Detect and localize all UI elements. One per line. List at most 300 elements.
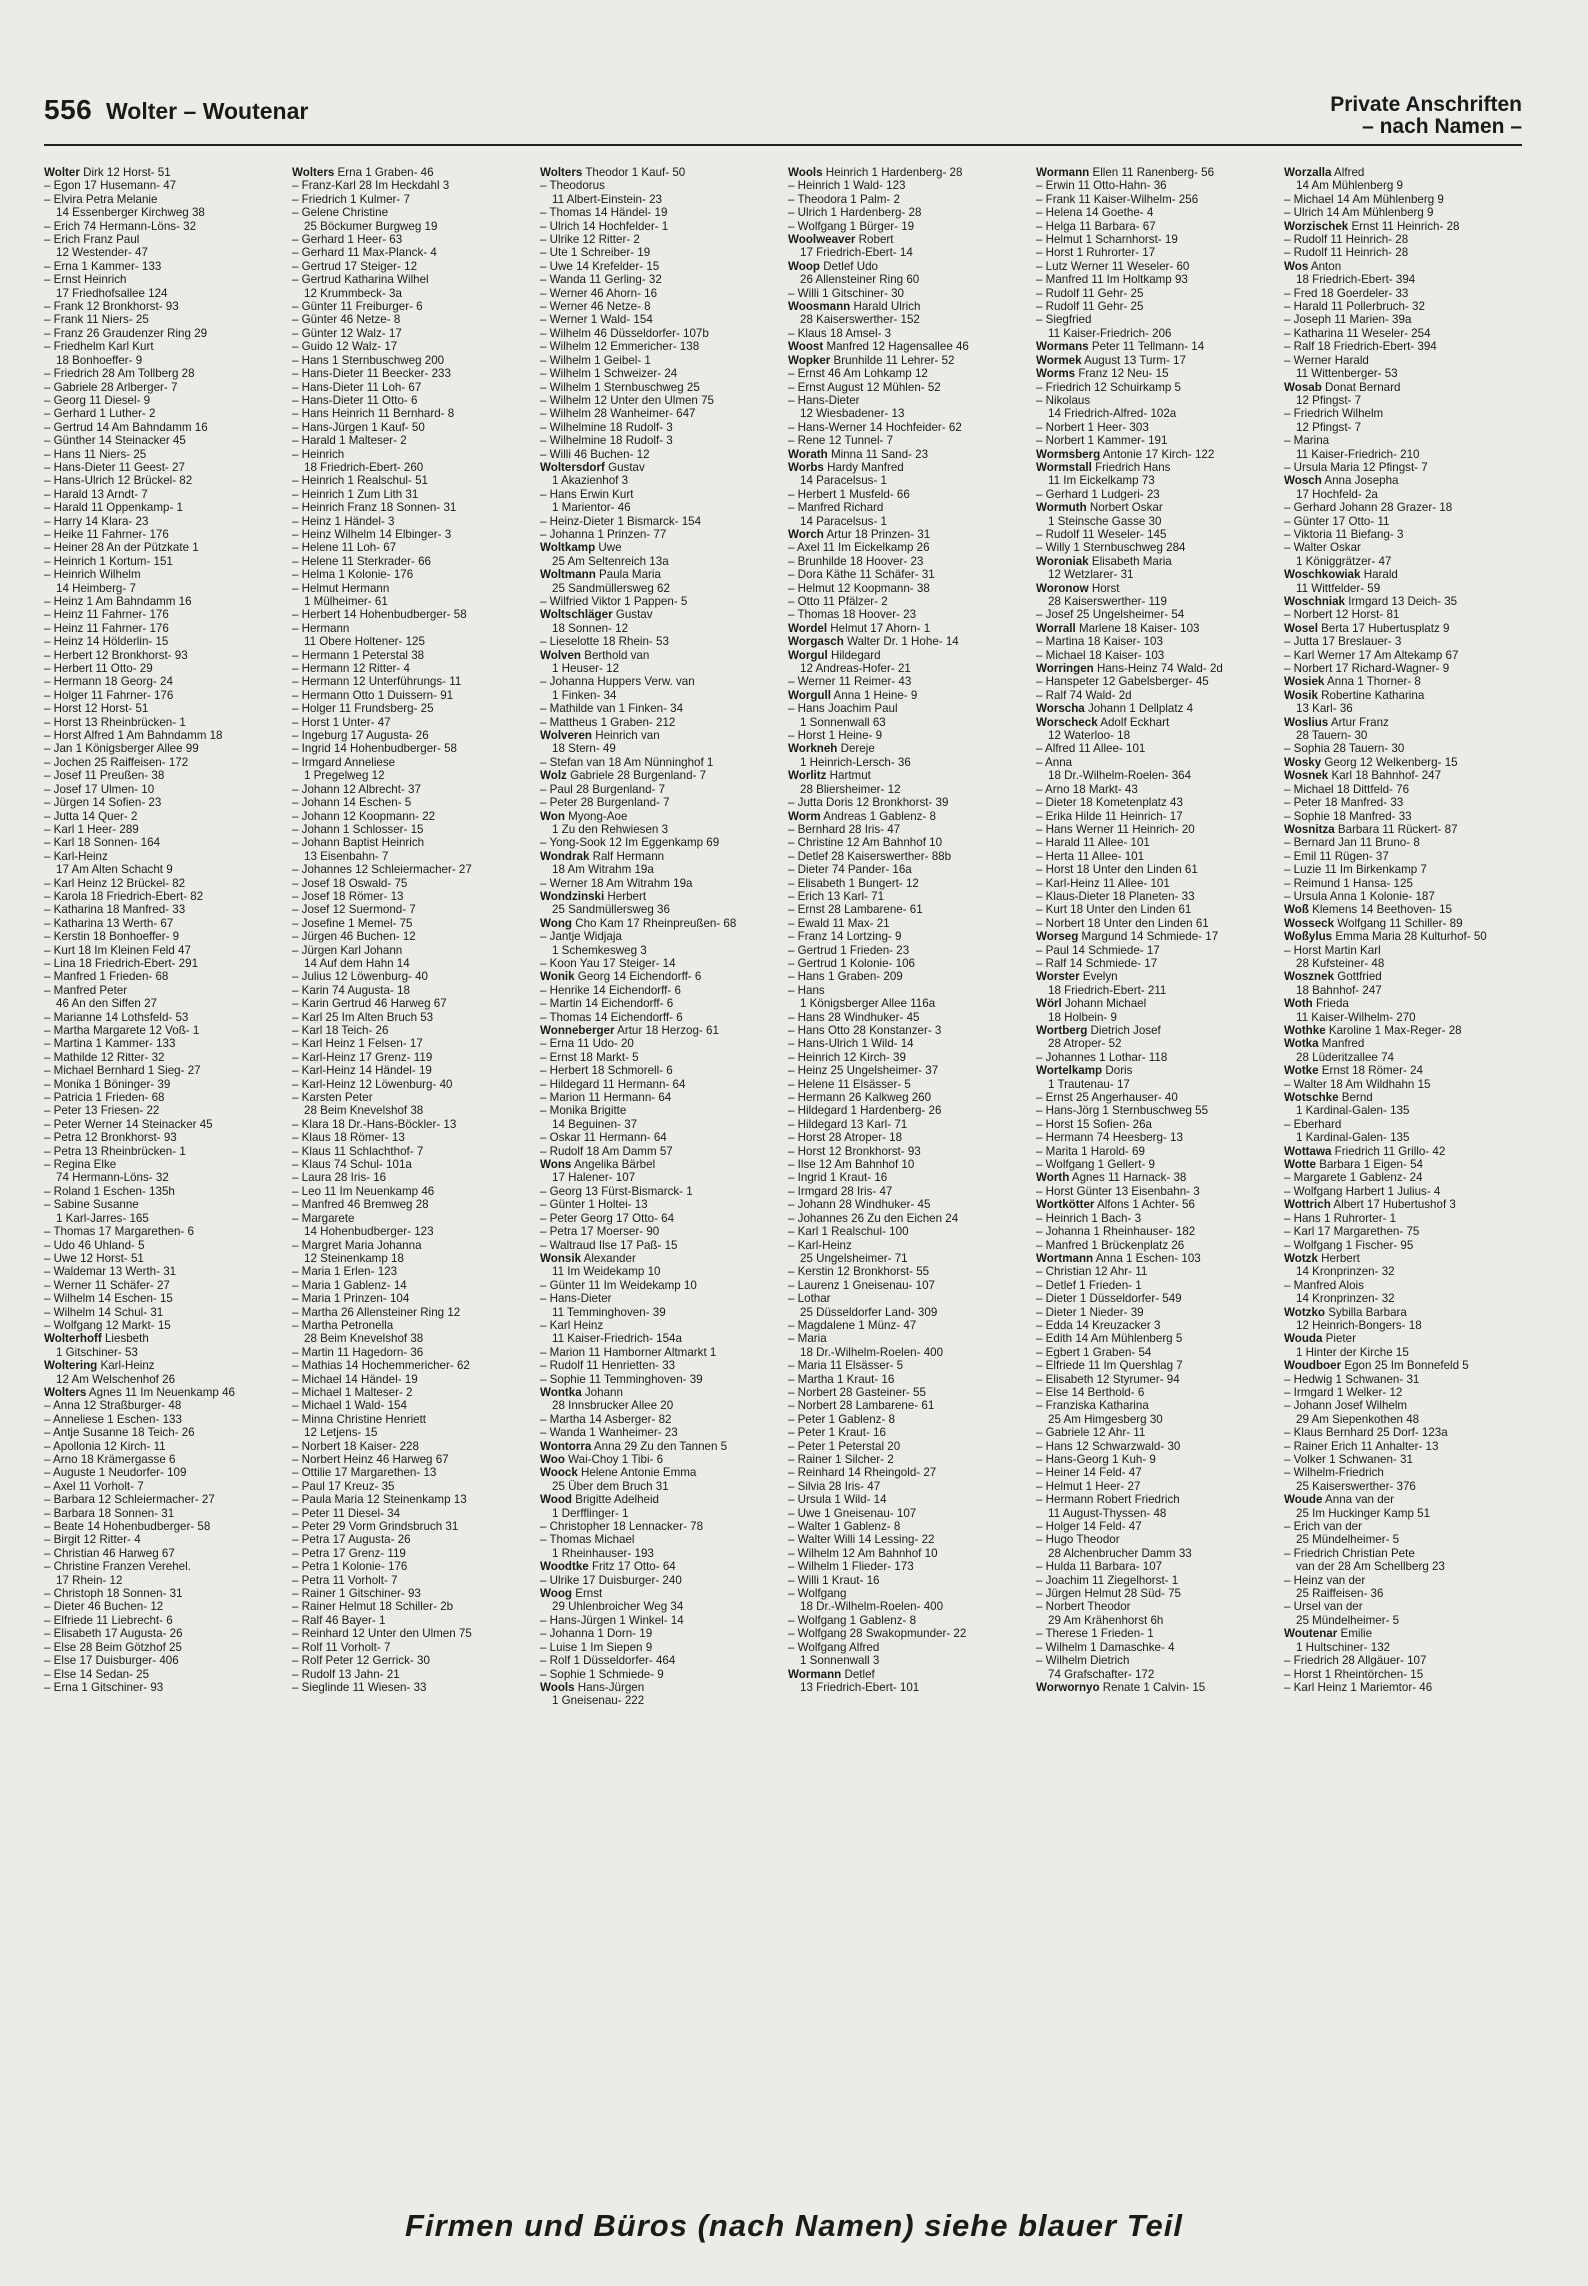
directory-entry: – Kurt 18 Im Kleinen Feld 47 [44, 943, 191, 957]
directory-entry: – Hans Otto 28 Konstanzer- 3 [788, 1024, 942, 1037]
footer-note: Firmen und Büros (nach Namen) siehe blauer Teil [405, 2208, 1183, 2243]
directory-entry: – Else 17 Duisburger- 406 [44, 1654, 179, 1668]
directory-entry: – Laurenz 1 Gneisenau- 107 [788, 1278, 935, 1292]
directory-entry: 28 Kaiserswerther- 119 [1048, 595, 1167, 608]
directory-entry: 1 Finken- 34 [552, 688, 617, 702]
directory-entry: – Ernst 18 Markt- 5 [540, 1050, 639, 1064]
directory-entry: – Franz 14 Lortzing- 9 [788, 930, 902, 944]
directory-entry: – Marion 11 Hermann- 64 [540, 1091, 672, 1105]
directory-entry: Wottawa Friedrich 11 Grillo- 42 [1284, 1144, 1446, 1158]
directory-entry: – Sophie 18 Manfred- 33 [1284, 809, 1412, 823]
directory-entry: – Karl 25 Im Alten Bruch 53 [292, 1010, 434, 1024]
directory-entry: – Heinz 14 Hölderlin- 15 [44, 635, 169, 649]
directory-entry: – Günter 11 Im Weidekamp 10 [540, 1278, 697, 1292]
directory-entry: – Holger 14 Feld- 47 [1036, 1520, 1142, 1534]
directory-entry: Won Myong-Aoe [540, 809, 628, 823]
directory-entry: 1 Kardinal-Galen- 135 [1296, 1104, 1410, 1118]
directory-entry: Wotschke Bernd [1284, 1091, 1373, 1105]
directory-entry: – Horst Alfred 1 Am Bahndamm 18 [44, 729, 223, 743]
directory-entry: – Heinz 11 Fahrner- 176 [44, 608, 169, 622]
directory-entry: – Anna 12 Straßburger- 48 [44, 1399, 182, 1413]
directory-entry: – Monika 1 Böninger- 39 [44, 1077, 171, 1091]
directory-entry: 29 Am Siepenkothen 48 [1296, 1412, 1420, 1426]
directory-entry: 1 Steinsche Gasse 30 [1048, 514, 1162, 528]
directory-entry: – Hans 1 Graben- 209 [788, 970, 903, 984]
directory-entry: – Hermann Otto 1 Duissern- 91 [292, 688, 454, 702]
directory-entry: Worgul Hildegard [788, 648, 881, 662]
directory-entry: – Horst 12 Horst- 51 [44, 702, 149, 716]
directory-entry: – Hermann 74 Heesberg- 13 [1036, 1131, 1183, 1145]
directory-entry: – Karl Heinz 1 Mariemtor- 46 [1284, 1680, 1433, 1694]
directory-entry: 1 Akazienhof 3 [552, 474, 629, 488]
directory-entry: – Mattheus 1 Graben- 212 [540, 715, 676, 729]
directory-entry: – Heike 11 Fahrner- 176 [44, 527, 169, 541]
directory-entry: – Heinrich 1 Realschul- 51 [292, 474, 428, 488]
directory-entry: 18 Holbein- 9 [1048, 1010, 1117, 1024]
directory-entry: – Martin 14 Eichendorff- 6 [540, 997, 674, 1011]
directory-entry: 1 Hultschiner- 132 [1296, 1640, 1391, 1654]
directory-entry: Wotzk Herbert [1284, 1251, 1360, 1265]
directory-entry: – Elisabeth 12 Styrumer- 94 [1036, 1372, 1180, 1386]
directory-entry: – Bernard Jan 11 Bruno- 8 [1284, 836, 1420, 850]
directory-entry: – Karl 1 Heer- 289 [44, 822, 139, 836]
directory-entry: – Peter 18 Manfred- 33 [1284, 796, 1404, 810]
directory-entry: – Dora Käthe 11 Schäfer- 31 [788, 568, 935, 582]
directory-entry: 1 Pregelweg 12 [304, 769, 385, 783]
directory-entry: Woschkowiak Harald [1284, 568, 1398, 582]
directory-entry: – Heinrich 1 Kortum- 151 [44, 554, 173, 568]
directory-entry: – Wolfgang Alfred [788, 1640, 880, 1654]
directory-entry: – Hans Werner 11 Heinrich- 20 [1036, 822, 1195, 836]
directory-entry: – Nikolaus [1036, 393, 1091, 407]
directory-entry: – Ottilie 17 Margarethen- 13 [292, 1466, 437, 1480]
directory-entry: Worscha Johann 1 Dellplatz 4 [1036, 702, 1194, 716]
directory-entry: Wouda Pieter [1284, 1332, 1356, 1346]
directory-entry: – Karl Werner 17 Am Altekamp 67 [1284, 648, 1459, 662]
directory-entry: – Wilhelm 14 Eschen- 15 [44, 1292, 173, 1306]
directory-entry: – Lutz Werner 11 Weseler- 60 [1036, 259, 1190, 273]
directory-entry: – Heinrich Franz 18 Sonnen- 31 [292, 501, 457, 515]
directory-column-6 [1284, 166, 1522, 2160]
directory-entry: – Dieter 1 Düsseldorfer- 549 [1036, 1292, 1182, 1306]
directory-entry: – Horst Martin Karl [1284, 943, 1381, 957]
directory-entry: – Josefine 1 Memel- 75 [292, 916, 413, 930]
directory-entry: – Silvia 28 Iris- 47 [788, 1479, 881, 1493]
directory-entry: – Else 28 Beim Götzhof 25 [44, 1640, 182, 1654]
directory-entry: 1 Gneisenau- 222 [552, 1694, 645, 1708]
directory-entry: 1 Heuser- 12 [552, 662, 620, 676]
directory-entry: 46 An den Siffen 27 [56, 997, 157, 1011]
directory-entry: – Werner 46 Ahorn- 16 [540, 286, 658, 300]
directory-entry: – Johanna 1 Dorn- 19 [540, 1627, 653, 1641]
directory-entry: – Sabine Susanne [44, 1198, 139, 1212]
directory-entry: – Helmut 1 Scharnhorst- 19 [1036, 233, 1178, 247]
directory-entry: – Hans-Jörg 1 Sternbuschweg 55 [1036, 1104, 1209, 1118]
directory-entry: – Johann 14 Eschen- 5 [292, 796, 412, 810]
directory-entry: 1 Sonnenwall 63 [800, 715, 886, 729]
directory-entry: – Hermann [292, 621, 350, 635]
directory-entry: – Monika Brigitte [540, 1104, 627, 1118]
directory-entry: Wosel Berta 17 Hubertusplatz 9 [1284, 621, 1450, 635]
directory-entry: – Karl-Heinz 17 Grenz- 119 [292, 1050, 433, 1064]
directory-entry: – Friedrich 28 Am Tollberg 28 [44, 367, 195, 381]
directory-entry: – Klaus 74 Schul- 101a [292, 1158, 412, 1172]
directory-entry: – Martina 18 Kaiser- 103 [1036, 635, 1163, 649]
directory-entry: – Elisabeth 1 Bungert- 12 [788, 876, 919, 890]
directory-entry: – Gertrud 1 Kolonie- 106 [788, 956, 915, 970]
directory-entry: – Johannes 12 Schleiermacher- 27 [292, 863, 472, 877]
directory-columns [44, 166, 1522, 2160]
directory-entry: – Ursula Anna 1 Kolonie- 187 [1284, 889, 1435, 903]
directory-entry: – Hans-Dieter 11 Geest- 27 [44, 460, 185, 474]
directory-entry: – Gertrud 14 Am Bahndamm 16 [44, 420, 208, 434]
directory-entry: – Karl 18 Teich- 26 [292, 1024, 389, 1037]
directory-entry: – Willy 1 Sternbuschweg 284 [1036, 541, 1186, 555]
directory-entry: – Helene 11 Elsässer- 5 [788, 1077, 911, 1091]
directory-entry: Wong Cho Kam 17 Rheinpreußen- 68 [540, 916, 737, 930]
directory-entry: – Hans 1 Ruhrorter- 1 [1284, 1211, 1397, 1225]
directory-entry: – Werner 1 Wald- 154 [540, 313, 653, 327]
directory-entry: Worzalla Alfred [1284, 166, 1365, 179]
directory-entry: – Walter Willi 14 Lessing- 22 [788, 1533, 935, 1547]
directory-column-2 [292, 166, 532, 2160]
directory-entry: – Peter Werner 14 Steinacker 45 [44, 1117, 213, 1131]
directory-entry: 25 Kaiserswerther- 376 [1296, 1479, 1416, 1493]
directory-column-5 [1036, 166, 1276, 2160]
directory-entry: – Gabriele 28 Arlberger- 7 [44, 380, 178, 394]
directory-entry: 11 Im Weidekamp 10 [552, 1265, 661, 1279]
directory-entry: – Wolfgang 1 Gablenz- 8 [788, 1613, 917, 1627]
directory-entry: 11 Kaiser-Friedrich- 154a [552, 1332, 682, 1346]
directory-entry: – Herbert 11 Otto- 29 [44, 662, 153, 676]
directory-entry: Wonsik Alexander [540, 1251, 636, 1265]
directory-entry: 1 Rheinhauser- 193 [552, 1546, 654, 1560]
directory-entry: – Josef 18 Römer- 13 [292, 889, 404, 903]
directory-entry: – Detlef 28 Kaiserswerther- 88b [788, 849, 952, 863]
directory-entry: – Frank 11 Niers- 25 [44, 313, 149, 327]
directory-entry: – Erwin 11 Otto-Hahn- 36 [1036, 179, 1167, 193]
directory-entry: – Georg 11 Diesel- 9 [44, 393, 151, 407]
directory-entry: 25 Am Himgesberg 30 [1048, 1412, 1163, 1426]
directory-entry: – Waltraud Ilse 17 Paß- 15 [540, 1238, 678, 1252]
directory-entry: – Lina 18 Friedrich-Ebert- 291 [44, 956, 199, 970]
directory-entry: Woodtke Fritz 17 Otto- 64 [540, 1560, 676, 1574]
directory-entry: Woltersdorf Gustav [540, 460, 645, 474]
directory-entry: – Hermann 1 Peterstal 38 [292, 648, 425, 662]
directory-entry: – Michael 14 Händel- 19 [292, 1372, 418, 1386]
directory-entry: – Wolfgang 28 Swakopmunder- 22 [788, 1627, 967, 1641]
directory-entry: – Paul 28 Burgenland- 7 [540, 782, 666, 796]
directory-entry: – Wanda 1 Wanheimer- 23 [540, 1426, 678, 1440]
directory-entry: 25 Sandmüllersweg 62 [552, 581, 670, 595]
directory-entry: Worth Agnes 11 Harnack- 38 [1036, 1171, 1187, 1185]
directory-entry: – Elfriede 11 Liebrecht- 6 [44, 1613, 173, 1627]
directory-entry: – Herbert 18 Schmorell- 6 [540, 1064, 673, 1078]
directory-entry: – Joseph 11 Marien- 39a [1284, 313, 1412, 327]
directory-entry: – Franziska Katharina [1036, 1399, 1149, 1413]
directory-entry: – Paul 17 Kreuz- 35 [292, 1479, 395, 1493]
directory-entry: – Johann Josef Wilhelm [1284, 1399, 1408, 1413]
directory-entry: – Ralf 14 Schmiede- 17 [1036, 956, 1158, 970]
directory-entry: – Wilhelm 12 Unter den Ulmen 75 [540, 393, 714, 407]
directory-entry: – Jutta 17 Breslauer- 3 [1284, 635, 1402, 649]
directory-entry: – Horst 1 Ruhrorter- 17 [1036, 246, 1156, 260]
directory-entry: 25 Raiffeisen- 36 [1296, 1587, 1384, 1601]
directory-entry: Woslius Artur Franz [1284, 715, 1389, 729]
directory-entry: 18 Stern- 49 [552, 742, 616, 756]
directory-entry: 18 Dr.-Wilhelm-Roelen- 400 [800, 1600, 944, 1614]
directory-entry: – Gerhard 11 Max-Planck- 4 [292, 246, 437, 260]
directory-entry: – Wilhelm 1 Schweizer- 24 [540, 367, 678, 381]
directory-entry: – Karin 74 Augusta- 18 [292, 983, 410, 997]
directory-entry: – Detlef 1 Frieden- 1 [1036, 1278, 1142, 1292]
directory-entry: Worringen Hans-Heinz 74 Wald- 2d [1036, 662, 1223, 676]
directory-entry: 17 Friedhofsallee 124 [56, 286, 168, 300]
directory-entry: Woo Wai-Choy 1 Tibi- 6 [540, 1453, 664, 1466]
directory-entry: – Paula Maria 12 Steinenkamp 13 [292, 1493, 467, 1507]
directory-entry: 11 Wittenberger- 53 [1296, 367, 1398, 381]
directory-entry: Woolweaver Robert [788, 233, 894, 247]
directory-entry: Wosiek Anna 1 Thorner- 8 [1284, 675, 1421, 689]
directory-entry: – Heinrich Wilhelm [44, 568, 141, 582]
directory-entry: – Ursula Maria 12 Pfingst- 7 [1284, 460, 1428, 474]
directory-entry: Wosseck Wolfgang 11 Schiller- 89 [1284, 916, 1463, 930]
directory-entry: Wosch Anna Josepha [1284, 474, 1399, 488]
directory-entry: – Holger 11 Fahrner- 176 [44, 688, 174, 702]
directory-entry: – Christian 46 Harweg 67 [44, 1546, 175, 1560]
directory-entry: – Heinz Wilhelm 14 Elbinger- 3 [292, 527, 452, 541]
directory-entry: – Hans 28 Windhuker- 45 [788, 1010, 920, 1024]
directory-entry: – Hildegard 1 Hardenberg- 26 [788, 1104, 942, 1118]
directory-entry: 12 Andreas-Hofer- 21 [800, 662, 911, 676]
directory-entry: – Otto 11 Pfälzer- 2 [788, 595, 888, 608]
directory-entry: – Ute 1 Schreiber- 19 [540, 246, 651, 260]
directory-entry: – Michael 14 Am Mühlenberg 9 [1284, 192, 1444, 206]
directory-entry: Wosky Georg 12 Welkenberg- 15 [1284, 755, 1458, 769]
directory-entry: 17 Rhein- 12 [56, 1573, 123, 1587]
directory-entry: – Edda 14 Kreuzacker 3 [1036, 1318, 1161, 1332]
directory-entry: – Peter Georg 17 Otto- 64 [540, 1211, 675, 1225]
directory-entry: – Viktoria 11 Biefang- 3 [1284, 527, 1404, 541]
directory-entry: 1 Karl-Jarres- 165 [56, 1211, 149, 1225]
directory-entry: Woog Ernst [540, 1587, 603, 1601]
directory-entry: 28 Alchenbrucher Damm 33 [1048, 1546, 1192, 1560]
directory-entry: Wortkötter Alfons 1 Achter- 56 [1036, 1198, 1195, 1212]
directory-entry: Woltering Karl-Heinz [44, 1359, 155, 1373]
directory-entry: – Arno 18 Markt- 43 [1036, 782, 1138, 796]
directory-entry: Wotte Barbara 1 Eigen- 54 [1284, 1158, 1423, 1172]
directory-entry: – Uwe 14 Krefelder- 15 [540, 259, 660, 273]
directory-entry: – Karl 1 Realschul- 100 [788, 1225, 909, 1239]
directory-entry: – Norbert 1 Kammer- 191 [1036, 434, 1168, 448]
directory-entry: – Elvira Petra Melanie [44, 192, 158, 206]
directory-entry: 26 Allensteiner Ring 60 [800, 273, 920, 287]
directory-entry: 11 Kaiser-Friedrich- 210 [1296, 447, 1420, 461]
directory-entry: – Hermann 12 Unterführungs- 11 [292, 675, 462, 689]
directory-entry: – Werner 46 Netze- 8 [540, 300, 651, 314]
directory-entry: – Wolfgang 1 Fischer- 95 [1284, 1238, 1414, 1252]
directory-entry: – Lothar [788, 1292, 831, 1306]
directory-entry: 11 Kaiser-Friedrich- 206 [1048, 326, 1172, 340]
directory-entry: – Maria 1 Gablenz- 14 [292, 1278, 407, 1292]
directory-entry: – Christoph 18 Sonnen- 31 [44, 1587, 183, 1601]
directory-entry: – Hugo Theodor [1036, 1533, 1120, 1547]
directory-entry: – Irmgard 1 Welker- 12 [1284, 1385, 1403, 1399]
directory-entry: – Magdalene 1 Münz- 47 [788, 1318, 917, 1332]
directory-entry: – Günter 1 Holtei- 13 [540, 1198, 648, 1212]
directory-entry: – Wilhelm 1 Flieder- 173 [788, 1560, 914, 1574]
directory-entry: – Heinz van der [1284, 1573, 1366, 1587]
directory-entry: – Karsten Peter [292, 1091, 373, 1105]
directory-entry: – Julius 12 Löwenburg- 40 [292, 970, 428, 984]
directory-entry: – Erna 1 Gitschiner- 93 [44, 1680, 164, 1694]
directory-entry: Wontorra Anna 29 Zu den Tannen 5 [540, 1439, 728, 1453]
directory-entry: Worscheck Adolf Eckhart [1036, 715, 1170, 729]
directory-entry: – Peter 28 Burgenland- 7 [540, 796, 670, 810]
directory-entry: – Christine 12 Am Bahnhof 10 [788, 836, 943, 850]
directory-entry: Worm Andreas 1 Gablenz- 8 [788, 809, 937, 823]
directory-entry: – Dieter 74 Pander- 16a [788, 863, 912, 877]
directory-entry: – Sophie 11 Temminghoven- 39 [540, 1372, 703, 1386]
directory-entry: 18 Friedrich-Ebert- 211 [1048, 983, 1167, 997]
directory-entry: – Jürgen Karl Johann [292, 943, 403, 957]
directory-entry: Wolters Theodor 1 Kauf- 50 [540, 166, 686, 179]
directory-entry: 25 Sandmüllersweg 36 [552, 903, 670, 917]
directory-entry: 1 Kardinal-Galen- 135 [1296, 1131, 1410, 1145]
directory-entry: – Hulda 11 Barbara- 107 [1036, 1560, 1163, 1574]
directory-entry: 18 Sonnen- 12 [552, 621, 629, 635]
directory-entry: – Martina 1 Kammer- 133 [44, 1037, 176, 1051]
directory-entry: Woltmann Paula Maria [540, 568, 661, 582]
directory-entry: – Friedrich Wilhelm [1284, 407, 1384, 421]
directory-entry: – Marina [1284, 434, 1330, 448]
directory-entry: – Günter 11 Freiburger- 6 [292, 300, 423, 314]
directory-entry: – Petra 17 Grenz- 119 [292, 1546, 406, 1560]
directory-entry: – Maria 1 Erlen- 123 [292, 1265, 398, 1279]
directory-entry: – Karl Heinz [540, 1318, 604, 1332]
directory-entry: – Ursula 1 Wild- 14 [788, 1493, 887, 1507]
directory-entry: – Norbert 17 Richard-Wagner- 9 [1284, 662, 1450, 676]
directory-entry: – Henrike 14 Eichendorff- 6 [540, 983, 681, 997]
directory-entry: 11 Wittfelder- 59 [1296, 581, 1381, 595]
directory-entry: – Hildegard 11 Hermann- 64 [540, 1077, 686, 1091]
directory-entry: – Johanna Huppers Verw. van [540, 675, 695, 689]
directory-entry: – Mathias 14 Hochemmericher- 62 [292, 1359, 470, 1373]
directory-entry: – Uwe 1 Gneisenau- 107 [788, 1506, 917, 1520]
directory-entry: 17 Friedrich-Ebert- 14 [800, 246, 913, 260]
directory-entry: – Gertrud 1 Frieden- 23 [788, 943, 910, 957]
directory-entry: 1 Gitschiner- 53 [56, 1345, 138, 1359]
directory-entry: – Therese 1 Frieden- 1 [1036, 1627, 1154, 1641]
directory-entry: – Ewald 11 Max- 21 [788, 916, 890, 930]
directory-entry: – Paul 14 Schmiede- 17 [1036, 943, 1160, 957]
directory-entry: – Norbert Theodor [1036, 1600, 1131, 1614]
directory-entry: – Heinz-Dieter 1 Bismarck- 154 [540, 514, 702, 528]
directory-entry: Woock Helene Antonie Emma [540, 1466, 697, 1480]
directory-entry: – Wilhelm 28 Wanheimer- 647 [540, 407, 696, 421]
directory-entry: – Rudolf 11 Weseler- 145 [1036, 527, 1167, 541]
directory-entry: – Margarete 1 Gablenz- 24 [1284, 1171, 1423, 1185]
directory-entry: Woth Frieda [1284, 997, 1349, 1011]
directory-entry: – Ursel van der [1284, 1600, 1363, 1614]
directory-entry: – Horst Günter 13 Eisenbahn- 3 [1036, 1184, 1200, 1198]
directory-entry: – Ralf 18 Friedrich-Ebert- 394 [1284, 340, 1437, 354]
directory-entry: 14 Paracelsus- 1 [800, 474, 887, 488]
directory-entry: – Ulrich 14 Am Mühlenberg 9 [1284, 206, 1434, 220]
directory-entry: – Rudolf 11 Heinrich- 28 [1284, 233, 1409, 247]
directory-entry: – Heiner 28 An der Pützkate 1 [44, 541, 199, 555]
directory-entry: – Ulrich 1 Hardenberg- 28 [788, 206, 922, 220]
directory-entry: – Erna 1 Kammer- 133 [44, 259, 162, 273]
directory-entry: – Herta 11 Allee- 101 [1036, 849, 1145, 863]
directory-entry: – Wilhelm 12 Am Bahnhof 10 [788, 1546, 938, 1560]
directory-entry: Worgull Anna 1 Heine- 9 [788, 688, 918, 702]
directory-entry: – Katharina 11 Weseler- 254 [1284, 326, 1431, 340]
directory-entry: – Wilhelmine 18 Rudolf- 3 [540, 420, 673, 434]
directory-entry: 14 Heimberg- 7 [56, 581, 136, 595]
directory-entry: 25 Im Huckinger Kamp 51 [1296, 1506, 1431, 1520]
directory-entry: – Maria 11 Elsässer- 5 [788, 1359, 904, 1373]
directory-entry: – Hans-Dieter [540, 1292, 612, 1306]
directory-entry: 12 Heinrich-Bongers- 18 [1296, 1318, 1422, 1332]
directory-entry: 28 Bliersheimer- 12 [800, 782, 901, 796]
directory-entry: 12 Westender- 47 [56, 246, 148, 260]
directory-entry: – Norbert Heinz 46 Harweg 67 [292, 1453, 449, 1466]
directory-entry: Woroniak Elisabeth Maria [1036, 554, 1172, 568]
directory-entry: – Karl-Heinz [788, 1238, 852, 1252]
directory-entry: – Rudolf 18 Am Damm 57 [540, 1144, 673, 1158]
directory-entry: – Manfred 1 Frieden- 68 [44, 970, 169, 984]
directory-entry: – Stefan van 18 Am Nünninghof 1 [540, 755, 714, 769]
directory-entry: – Walter 1 Gablenz- 8 [788, 1520, 901, 1534]
directory-entry: – Klaus Bernhard 25 Dorf- 123a [1284, 1426, 1448, 1440]
section-title-line-2: – nach Namen – [1362, 115, 1522, 138]
directory-entry: – Herbert 12 Bronkhorst- 93 [44, 648, 188, 662]
directory-entry: – Ingrid 1 Kraut- 16 [788, 1171, 888, 1185]
directory-entry: – Jürgen Helmut 28 Süd- 75 [1036, 1587, 1182, 1601]
directory-entry: Worrall Marlene 18 Kaiser- 103 [1036, 621, 1200, 635]
directory-entry: Worwornyo Renate 1 Calvin- 15 [1036, 1680, 1206, 1694]
directory-entry: – Marianne 14 Lothsfeld- 53 [44, 1010, 189, 1024]
directory-entry: – Gerhard 1 Luther- 2 [44, 407, 156, 421]
directory-entry: Wormann Detlef [788, 1667, 875, 1681]
directory-entry: – Wolfgang 12 Markt- 15 [44, 1318, 171, 1332]
directory-entry: Wormstall Friedrich Hans [1036, 460, 1171, 474]
section-title [1330, 94, 1522, 138]
directory-entry: – Hans 1 Sternbuschweg 200 [292, 353, 445, 367]
directory-entry: – Dieter 18 Kometenplatz 43 [1036, 796, 1183, 810]
directory-entry: Wolters Agnes 11 Im Neuenkamp 46 [44, 1385, 235, 1399]
directory-entry: – Helene 11 Sterkrader- 66 [292, 554, 431, 568]
directory-entry: 18 Bonhoeffer- 9 [56, 353, 143, 367]
directory-entry: – Udo 46 Uhland- 5 [44, 1238, 145, 1252]
directory-entry: – Gelene Christine [292, 206, 389, 220]
directory-entry: Woude Anna van der [1284, 1493, 1394, 1507]
directory-entry: Wondrak Ralf Hermann [540, 849, 665, 863]
directory-entry: Woudboer Egon 25 Im Bonnefeld 5 [1284, 1359, 1469, 1373]
directory-entry: Wortelkamp Doris [1036, 1064, 1133, 1078]
directory-entry: Worath Minna 11 Sand- 23 [788, 447, 929, 461]
directory-entry: – Petra 17 Augusta- 26 [292, 1533, 411, 1547]
directory-entry: – Karl Heinz 1 Felsen- 17 [292, 1037, 423, 1051]
directory-entry: Wos Anton [1284, 259, 1342, 273]
directory-entry: Wosik Robertine Katharina [1284, 688, 1425, 702]
directory-entry: – Ernst August 12 Mühlen- 52 [788, 380, 941, 394]
directory-entry: – Willi 1 Kraut- 16 [788, 1573, 880, 1587]
directory-entry: – Hans-Ulrich 12 Brückel- 82 [44, 474, 193, 488]
directory-entry: – Ilse 12 Am Bahnhof 10 [788, 1158, 915, 1172]
directory-entry: – Hans-Ulrich 1 Wild- 14 [788, 1037, 914, 1051]
